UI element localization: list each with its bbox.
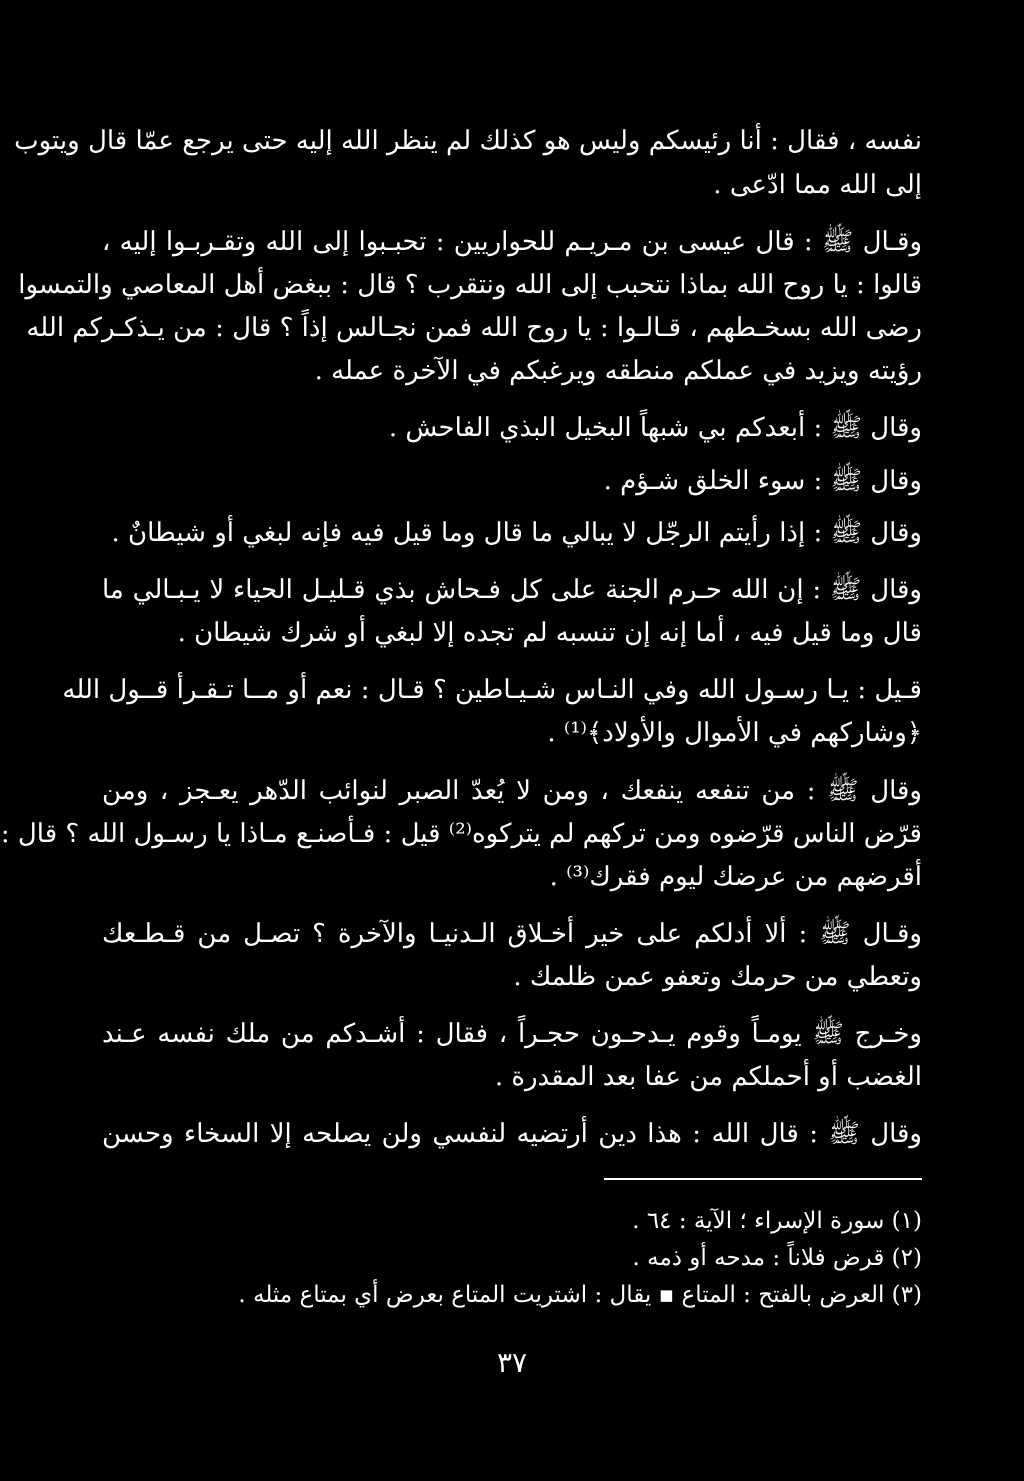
body-line: وخـرج ﷺ يومـاً وقوم يـدحـون حجـراً ، فقال : أشـدكم من ملك نفسه عـند (102, 1019, 922, 1049)
body-line: رؤيته ويزيد في عملكم منطقه ويرغبكم في الآخرة عمله . (314, 356, 922, 386)
body-line: وقال ﷺ : سوء الخلق شـؤم . (603, 466, 922, 496)
body-line: وقال ﷺ : إذا رأيتم الرجّل لا يبالي ما قال وما قيل فيه فإنه لبغي أو شيطانٌ . (111, 518, 922, 548)
body-line: الغضب أو أحملكم من عفا بعد المقدرة . (494, 1062, 922, 1092)
body-line: وقال ﷺ : إن الله حـرم الجنة على كل فـحاش بذي قـليـل الحياء لا يـبـالي ما (102, 575, 922, 605)
body-line: وقـال ﷺ : قال عيسى بن مـريـم للحواريين : تحبـبوا إلى الله وتقـربـوا إليه ، (102, 227, 922, 257)
footnote: (١) سورة الإسراء ؛ الآية : ٦٤ . (632, 1208, 922, 1234)
footnote-separator (604, 1178, 922, 1180)
body-line: وقال ﷺ : من تنفعه ينفعك ، ومن لا يُعدّ الصبر لنوائب الدّهر يعـجز ، ومن (102, 776, 922, 806)
body-line: أقرضهم من عرضك ليوم فقرك⁽³⁾ . (549, 862, 922, 892)
body-line: قرّض الناس قرّضوه ومن تركهم لم يتركوه⁽²⁾ قيل : فـأصنـع مـاذا يا رسـول الله ؟ قال : (0, 819, 922, 849)
body-line: وقال ﷺ : قال الله : هذا دين أرتضيه لنفسي ولن يصلحه إلا السخاء وحسن (102, 1119, 922, 1149)
body-line: وقال ﷺ : أبعدكم بي شبهاً البخيل البذي الفاحش . (388, 413, 922, 443)
body-line: ﴿وشاركهم في الأموال والأولاد﴾⁽¹⁾ . (547, 718, 922, 748)
body-line: رضى الله بسخـطهم ، قـالـوا : يا روح الله فمن نجـالس إذاً ؟ قال : من يـذكـركم الله (26, 313, 922, 343)
body-line: إلى الله مما ادّعى . (713, 170, 922, 200)
body-line: قـيل : يـا رسـول الله وفي النـاس شـيـاطين ؟ قـال : نعم أو مــا تـقـرأ قــول الله (62, 675, 922, 705)
page-number: ٣٧ (496, 1346, 528, 1379)
footnote: (٢) قرض فلاناً : مدحه أو ذمه . (632, 1245, 922, 1271)
body-line: وقـال ﷺ : ألا أدلكم على خير أخـلاق الـدنيـا والآخرة ؟ تصـل من قـطـعك (102, 919, 922, 949)
body-line: وتعطي من حرمك وتعفو عمن ظلمك . (513, 962, 922, 992)
body-line: قال وما قيل فيه ، أما إنه إن تنسبه لم تجده إلا لبغي أو شرك شيطان . (177, 618, 922, 648)
footnote: (٣) العرض بالفتح : المتاع ▪ يقال : اشتريت المتاع بعرض أي بمتاع مثله . (238, 1282, 922, 1308)
body-line: نفسه ، فقال : أنا رئيسكم وليس هو كذلك لم ينظر الله إليه حتى يرجع عمّا قال ويتوب (14, 126, 922, 156)
body-line: قالوا : يا روح الله بماذا نتحبب إلى الله ونتقرب ؟ قال : ببغض أهل المعاصي والتمسوا (18, 270, 922, 300)
